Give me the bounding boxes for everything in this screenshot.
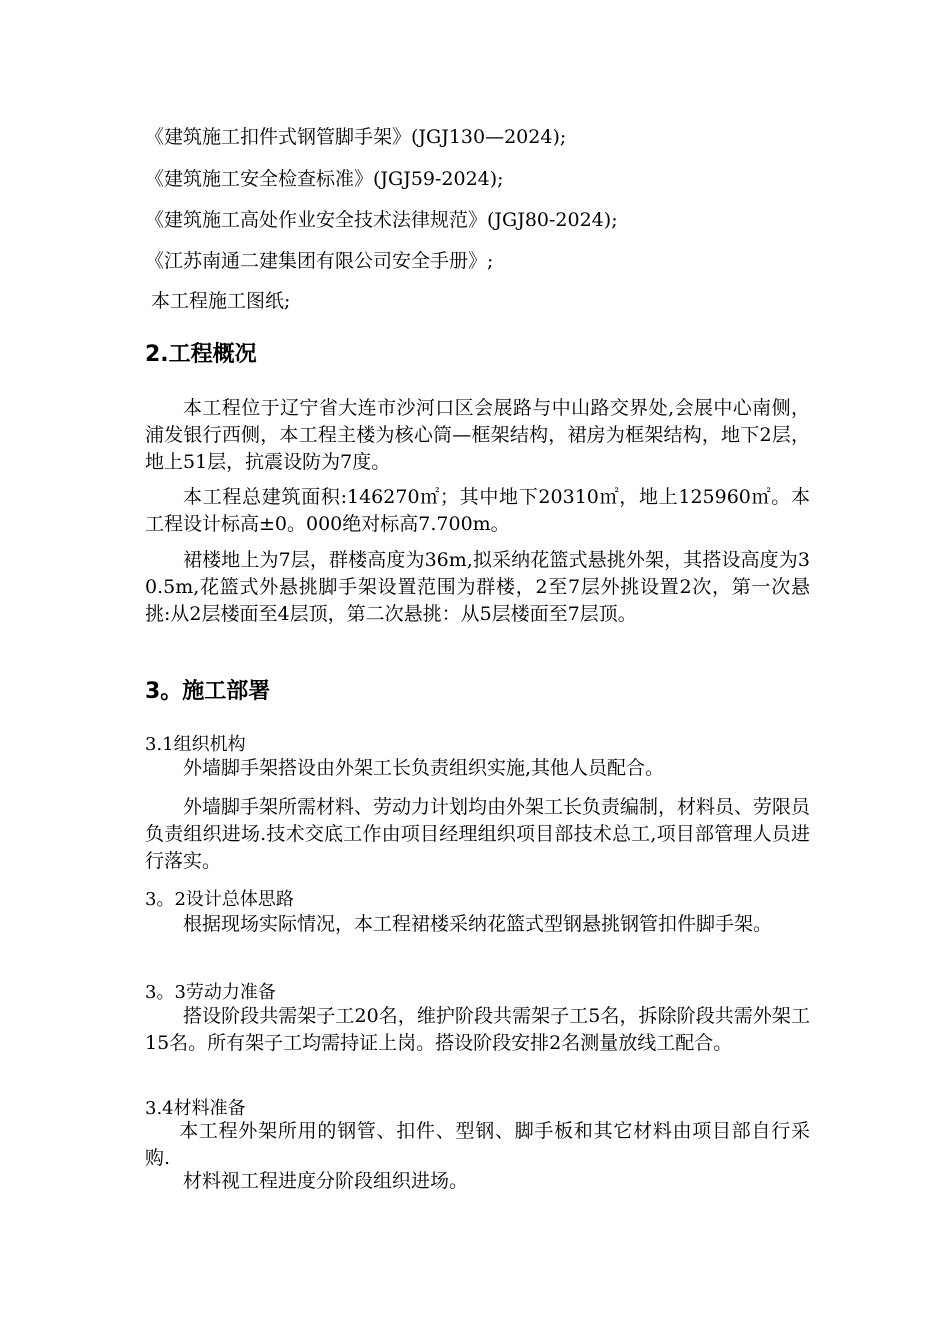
body-paragraph: 本工程位于辽宁省大连市沙河口区会展路与中山路交界处,会展中心南侧，浦发银行西侧，本工程主楼为核心筒—框架结构，裙房为框架结构，地下2层，地上51层，抗震设防为7度。 — [145, 397, 810, 473]
body-paragraph: 本工程总建筑面积:146270㎡；其中地下20310㎡，地上125960㎡。本工程设计标高±0。000绝对标高7.700m。 — [145, 486, 810, 535]
reference-item: 《江苏南通二建集团有限公司安全手册》; — [145, 250, 494, 272]
subsection-title: 3.4材料准备 — [145, 1098, 246, 1119]
body-paragraph: 外墙脚手架搭设由外架工长负责组织实施,其他人员配合。 — [183, 757, 665, 779]
body-paragraph: 搭设阶段共需架子工20名，维护阶段共需架子工5名，拆除阶段共需外架工15名。所有架子工均需持证上岗。搭设阶段安排2名测量放线工配合。 — [145, 1005, 810, 1054]
subsection-title: 3.1组织机构 — [145, 734, 246, 755]
reference-item: 《建筑施工安全检查标准》(JGJ59-2024); — [145, 168, 504, 190]
subsection-title: 3。2设计总体思路 — [145, 889, 294, 910]
subsection-title: 3。3劳动力准备 — [145, 982, 276, 1003]
section-heading: 3。施工部署 — [145, 679, 271, 704]
reference-item: 本工程施工图纸; — [145, 290, 291, 312]
body-paragraph: 本工程外架所用的钢管、扣件、型钢、脚手板和其它材料由项目部自行采购. — [145, 1120, 810, 1169]
reference-item: 《建筑施工扣件式钢管脚手架》(JGJ130—2024); — [145, 126, 567, 148]
reference-item: 《建筑施工高处作业安全技术法律规范》(JGJ80-2024); — [145, 209, 618, 231]
section-heading: 2.工程概况 — [145, 342, 257, 367]
body-paragraph: 裙楼地上为7层，群楼高度为36m,拟采纳花篮式悬挑外架，其搭设高度为30.5m,花篮式外悬挑脚手架设置范围为群楼，2至7层外挑设置2次，第一次悬挑:从2层楼面至4层顶，第二次悬挑：从5层楼面至7层顶。 — [145, 549, 810, 625]
body-paragraph: 外墙脚手架所需材料、劳动力计划均由外架工长负责编制，材料员、劳限员负责组织进场.技术交底工作由项目经理组织项目部技术总工,项目部管理人员进行落实。 — [145, 796, 811, 872]
body-paragraph: 根据现场实际情况，本工程裙楼采纳花篮式型钢悬挑钢管扣件脚手架。 — [183, 913, 773, 935]
body-paragraph: 材料视工程进度分阶段组织进场。 — [183, 1170, 469, 1192]
